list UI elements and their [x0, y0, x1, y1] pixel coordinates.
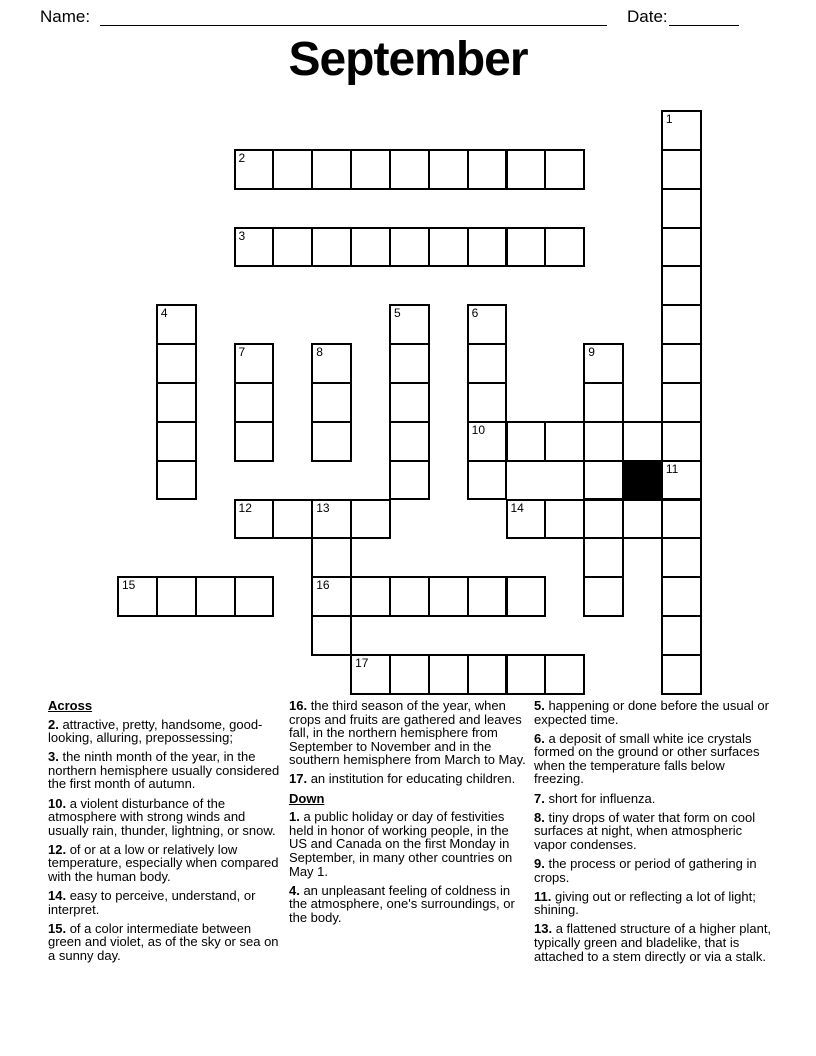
black-cell-r9c13	[622, 460, 663, 501]
grid-cell-r12c12[interactable]	[583, 576, 624, 617]
grid-cell-r6c1[interactable]	[156, 343, 197, 384]
grid-cell-r3c5[interactable]	[311, 227, 352, 268]
grid-cell-r6c7[interactable]	[389, 343, 430, 384]
grid-cell-r6c5[interactable]	[311, 343, 352, 384]
cell-number: 13	[316, 500, 330, 515]
grid-cell-r14c11[interactable]	[544, 654, 585, 695]
grid-cell-r7c14[interactable]	[661, 382, 702, 423]
grid-cell-r7c3[interactable]	[234, 382, 275, 423]
clue-12: 12. of or at a low or relatively low temperature, especially when compared with the human body.	[48, 841, 279, 885]
grid-cell-r3c9[interactable]	[467, 227, 508, 268]
cell-number: 10	[471, 422, 485, 437]
cell-number: 8	[316, 345, 323, 360]
grid-cell-r8c1[interactable]	[156, 421, 197, 462]
clue-number: 11.	[534, 888, 552, 904]
clue-13: 13. a flattened structure of a higher plant, typically green and bladelike, that is attached to a stem directly or via a stalk.	[534, 921, 772, 964]
clue-number: 7.	[534, 790, 545, 806]
clue-number: 2.	[48, 716, 59, 732]
cell-number: 9	[588, 345, 595, 360]
grid-cell-r3c4[interactable]	[272, 227, 313, 268]
grid-cell-r8c5[interactable]	[311, 421, 352, 462]
clue-2: 2. attractive, pretty, handsome, good-looking, alluring, prepossessing;	[48, 716, 263, 746]
cell-number: 16	[316, 578, 330, 593]
date-label: Date:	[627, 7, 668, 26]
grid-cell-r7c5[interactable]	[311, 382, 352, 423]
clue-9: 9. the process or period of gathering in crops.	[534, 855, 757, 885]
clue-number: 5.	[534, 698, 545, 713]
cell-number: 3	[238, 228, 246, 243]
clue-number: 14.	[48, 888, 67, 904]
grid-cell-r1c4[interactable]	[272, 149, 313, 190]
grid-cell-r12c2[interactable]	[195, 576, 236, 617]
grid-cell-r10c11[interactable]	[544, 499, 585, 540]
cell-number: 12	[238, 500, 252, 515]
grid-cell-r8c3[interactable]	[234, 421, 275, 462]
clue-column-1	[48, 699, 286, 968]
grid-cell-r9c14[interactable]	[661, 460, 702, 501]
grid-cell-r5c14[interactable]	[661, 304, 702, 345]
grid-cell-r6c3[interactable]	[234, 343, 275, 384]
grid-cell-r1c9[interactable]	[467, 149, 508, 190]
grid-cell-r12c7[interactable]	[389, 576, 430, 617]
clue-column-2	[289, 699, 527, 930]
grid-cell-r7c12[interactable]	[583, 382, 624, 423]
grid-cell-r9c1[interactable]	[156, 460, 197, 501]
grid-cell-r14c9[interactable]	[467, 654, 508, 695]
grid-cell-r14c10[interactable]	[506, 654, 547, 695]
grid-cell-r10c12[interactable]	[583, 499, 624, 540]
grid-cell-r8c11[interactable]	[544, 421, 585, 462]
grid-cell-r11c5[interactable]	[311, 537, 352, 578]
grid-cell-r14c7[interactable]	[389, 654, 430, 695]
grid-cell-r7c1[interactable]	[156, 382, 197, 423]
grid-cell-r12c0[interactable]	[117, 576, 158, 617]
grid-cell-r1c11[interactable]	[544, 149, 585, 190]
grid-cell-r8c14[interactable]	[661, 421, 702, 462]
grid-cell-r5c9[interactable]	[467, 304, 508, 345]
cell-number: 4	[160, 306, 168, 321]
grid-cell-r10c5[interactable]	[311, 499, 352, 540]
grid-cell-r12c6[interactable]	[350, 576, 391, 617]
clue-1: 1. a public holiday or day of festivities held in honor of working people, in the US and Canada on the first Monday in September, in many other countries on May 1.	[289, 809, 513, 879]
clue-17: 17. an institution for educating children.	[289, 771, 516, 787]
grid-cell-r1c10[interactable]	[506, 149, 547, 190]
grid-cell-r12c8[interactable]	[428, 576, 469, 617]
clue-6: 6. a deposit of small white ice crystals formed on the ground or other surfaces when the temperature falls below freezing.	[534, 730, 760, 787]
cell-number: 17	[355, 655, 369, 670]
clue-7: 7. short for influenza.	[534, 790, 656, 806]
cell-number: 5	[393, 306, 401, 321]
clue-column-3	[534, 699, 772, 969]
grid-cell-r1c14[interactable]	[661, 149, 702, 190]
grid-cell-r10c6[interactable]	[350, 499, 391, 540]
grid-cell-r14c14[interactable]	[661, 654, 702, 695]
grid-cell-r14c8[interactable]	[428, 654, 469, 695]
grid-cell-r1c5[interactable]	[311, 149, 352, 190]
grid-cell-r1c3[interactable]	[234, 149, 275, 190]
date-input-line	[669, 25, 739, 26]
cell-number: 6	[471, 306, 479, 321]
clue-number: 6.	[534, 730, 545, 746]
clue-14: 14. easy to perceive, understand, or interpret.	[48, 888, 256, 917]
grid-cell-r8c10[interactable]	[506, 421, 547, 462]
cell-number: 7	[238, 345, 246, 360]
grid-cell-r2c14[interactable]	[661, 188, 702, 229]
cell-number: 11	[665, 461, 679, 476]
clue-number: 17.	[289, 771, 308, 787]
grid-cell-r11c14[interactable]	[661, 537, 702, 578]
clue-number: 12.	[48, 841, 67, 857]
grid-cell-r8c9[interactable]	[467, 421, 508, 462]
grid-cell-r5c7[interactable]	[389, 304, 430, 345]
clue-number: 15.	[48, 920, 67, 936]
clue-16: 16. the third season of the year, when crops and fruits are gathered and leaves fall, in the northern hemisphere from September to November and in the southern hemisphere from March to May.	[289, 698, 526, 768]
grid-cell-r6c14[interactable]	[661, 343, 702, 384]
cell-number: 1	[665, 112, 673, 126]
clue-number: 10.	[48, 795, 67, 811]
grid-cell-r12c10[interactable]	[506, 576, 547, 617]
clue-header-down: Down	[289, 790, 325, 806]
grid-cell-r1c7[interactable]	[389, 149, 430, 190]
grid-cell-r10c14[interactable]	[661, 499, 702, 540]
grid-cell-r14c6[interactable]	[350, 654, 391, 695]
grid-cell-r8c12[interactable]	[583, 421, 624, 462]
clue-15: 15. of a color intermediate between green and violet, as of the sky or sea on a sunny day.	[48, 920, 279, 963]
grid-cell-r11c12[interactable]	[583, 537, 624, 578]
grid-cell-r10c13[interactable]	[622, 499, 663, 540]
grid-cell-r1c6[interactable]	[350, 149, 391, 190]
grid-cell-r10c10[interactable]	[506, 499, 547, 540]
grid-cell-r10c4[interactable]	[272, 499, 313, 540]
grid-cell-r10c3[interactable]	[234, 499, 275, 540]
grid-cell-r9c12[interactable]	[583, 460, 624, 501]
cell-number: 14	[510, 500, 524, 515]
grid-cell-r3c11[interactable]	[544, 227, 585, 268]
grid-cell-r12c9[interactable]	[467, 576, 508, 617]
grid-cell-r3c14[interactable]	[661, 227, 702, 268]
puzzle-title: September	[288, 33, 528, 86]
clue-3: 3. the ninth month of the year, in the northern hemisphere usually considered the first month of autumn.	[48, 749, 280, 792]
grid-cell-r6c12[interactable]	[583, 343, 624, 384]
clue-11: 11. giving out or reflecting a lot of light; shining.	[534, 888, 756, 918]
cell-number: 15	[122, 578, 136, 593]
grid-cell-r5c1[interactable]	[156, 304, 197, 345]
clue-number: 13.	[534, 921, 553, 937]
grid-cell-r4c14[interactable]	[661, 265, 702, 306]
grid-cell-r3c3[interactable]	[234, 227, 275, 268]
grid-cell-r3c10[interactable]	[506, 227, 547, 268]
clue-number: 3.	[48, 749, 59, 765]
cell-number: 2	[238, 150, 246, 165]
grid-cell-r3c8[interactable]	[428, 227, 469, 268]
grid-cell-r12c5[interactable]	[311, 576, 352, 617]
name-input-line	[100, 25, 607, 26]
grid-cell-r6c9[interactable]	[467, 343, 508, 384]
clue-8: 8. tiny drops of water that form on cool surfaces at night, when atmospheric vapor condenses.	[534, 809, 756, 852]
grid-cell-r3c6[interactable]	[350, 227, 391, 268]
grid-cell-r8c13[interactable]	[622, 421, 663, 462]
grid-cell-r0c14[interactable]	[661, 110, 702, 151]
grid-cell-r9c7[interactable]	[389, 460, 430, 501]
grid-cell-r13c14[interactable]	[661, 615, 702, 656]
grid-cell-r12c3[interactable]	[234, 576, 275, 617]
grid-cell-r1c8[interactable]	[428, 149, 469, 190]
grid-cell-r8c7[interactable]	[389, 421, 430, 462]
clue-number: 9.	[534, 855, 545, 871]
clue-number: 4.	[289, 882, 300, 898]
grid-cell-r3c7[interactable]	[389, 227, 430, 268]
clue-10: 10. a violent disturbance of the atmosphere with strong winds and usually rain, thunder, lightning, or snow.	[48, 795, 276, 838]
grid-cell-r7c7[interactable]	[389, 382, 430, 423]
clue-number: 16.	[289, 698, 308, 713]
clue-number: 1.	[289, 809, 300, 825]
clue-5: 5. happening or done before the usual or expected time.	[534, 698, 769, 727]
clue-header-across: Across	[48, 698, 93, 713]
clue-number: 8.	[534, 809, 545, 825]
clue-4: 4. an unpleasant feeling of coldness in the atmosphere, one's surroundings, or the body.	[289, 882, 515, 925]
grid-cell-r7c9[interactable]	[467, 382, 508, 423]
grid-cell-r9c9[interactable]	[467, 460, 508, 501]
grid-cell-r12c1[interactable]	[156, 576, 197, 617]
grid-cell-r12c14[interactable]	[661, 576, 702, 617]
name-label: Name:	[40, 7, 91, 26]
grid-cell-r13c5[interactable]	[311, 615, 352, 656]
